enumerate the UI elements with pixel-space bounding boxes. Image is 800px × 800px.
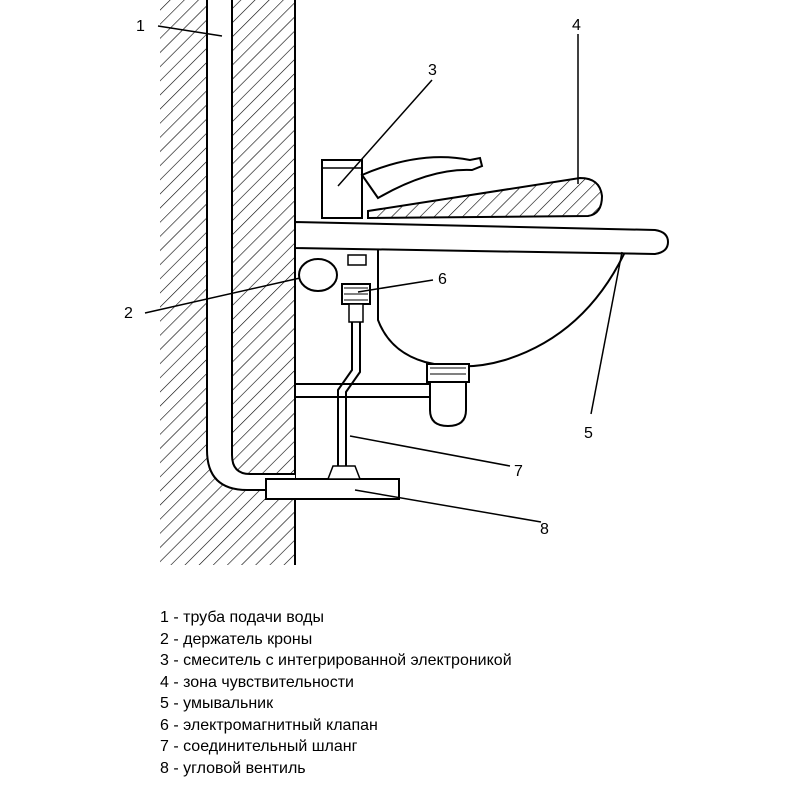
leader-8 xyxy=(355,490,541,522)
callout-6: 6 xyxy=(438,271,447,288)
leader-7 xyxy=(350,436,510,466)
legend-item: 3 - смеситель с интегрированной электроникой xyxy=(160,652,512,669)
legend-item: 4 - зона чувствительности xyxy=(160,673,354,691)
legend xyxy=(160,607,720,779)
drain-siphon xyxy=(427,364,469,426)
legend-item: 7 - соединительный шланг xyxy=(160,738,358,755)
legend-item: 1 - труба подачи воды xyxy=(160,609,324,626)
crown-holder xyxy=(299,259,337,291)
callout-5: 5 xyxy=(584,425,593,442)
callout-3: 3 xyxy=(428,62,437,79)
countertop xyxy=(295,222,668,254)
sink-basin xyxy=(378,248,625,367)
connecting-hose xyxy=(338,322,360,466)
callout-1: 1 xyxy=(136,18,145,35)
legend-item: 8 - угловой вентиль xyxy=(160,759,306,777)
callout-8: 8 xyxy=(540,521,549,538)
solenoid-valve xyxy=(342,255,370,322)
support-rod xyxy=(295,384,430,397)
callout-4: 4 xyxy=(572,17,581,34)
callout-7: 7 xyxy=(514,463,523,480)
legend-item: 2 - держатель кроны xyxy=(160,630,313,648)
legend-item: 5 - умывальник xyxy=(160,695,274,712)
legend-item: 6 - электромагнитный клапан xyxy=(160,716,378,734)
callout-2: 2 xyxy=(124,305,133,322)
